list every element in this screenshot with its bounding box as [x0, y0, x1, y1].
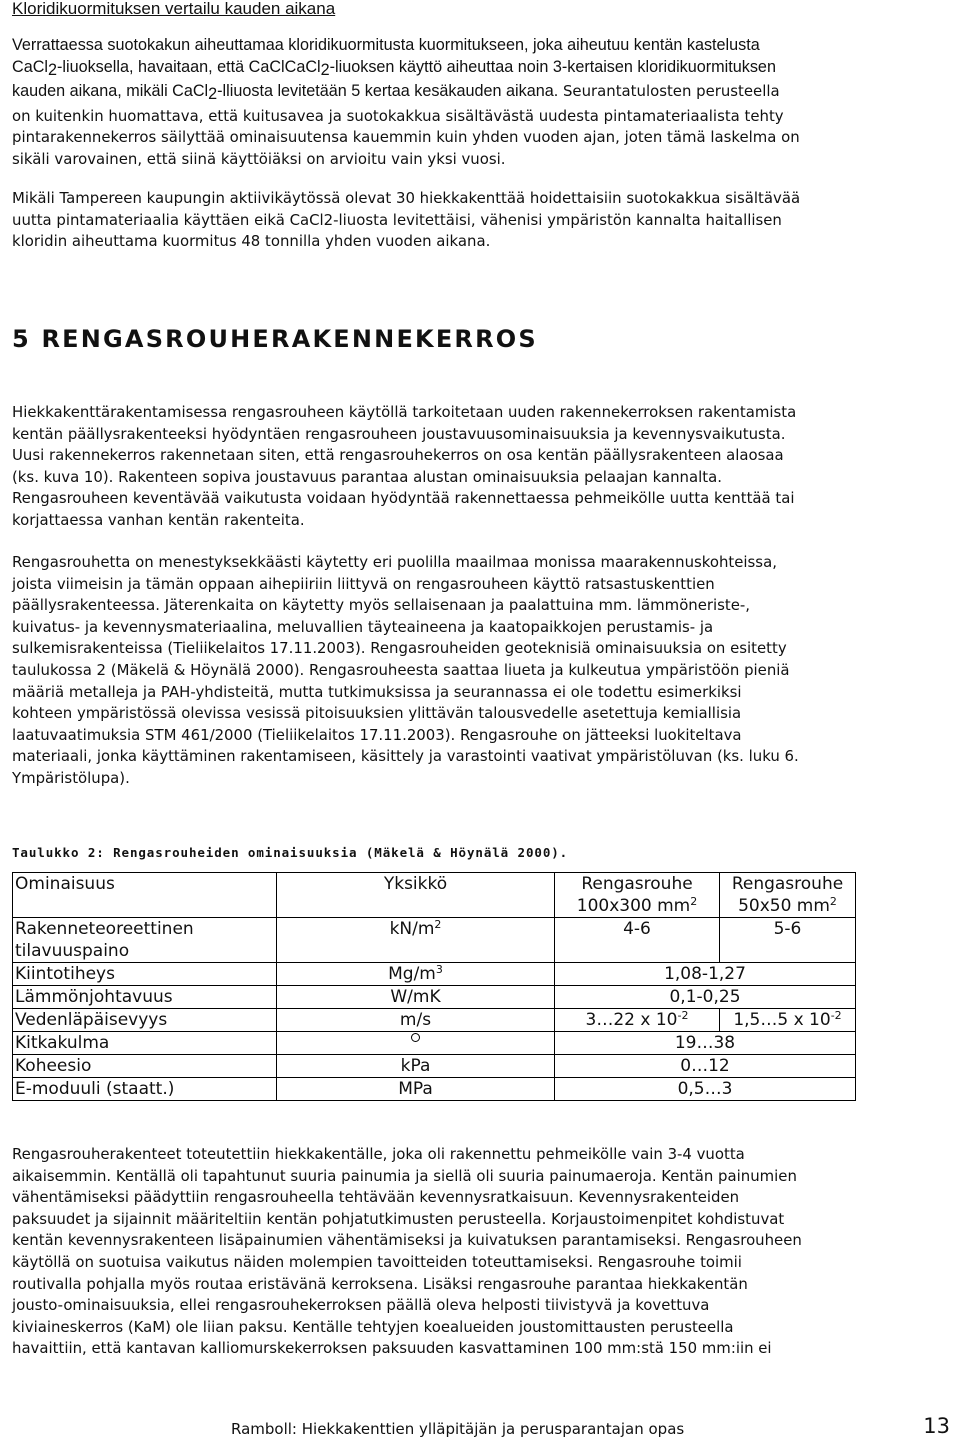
text-line: aikaisemmin. Kentällä oli tapahtunut suuria painumia ja siellä oli suuria painumaeroja. Kentän painumien [12, 1166, 797, 1185]
properties-table [12, 872, 856, 1101]
table-cell: MPa [277, 1078, 555, 1101]
page-footer [12, 1414, 954, 1444]
text-line: kohteen ympäristössä olevissa vesissä pitoisuuksien ylittävän talousvedelle asetettuja kemiallisia [12, 704, 742, 723]
table-row [13, 1032, 856, 1055]
text-line: päällysrakenteessa. Jäterenkaita on käytetty myös sellaisenaan ja paalattuina mm. lämmöneriste-, [12, 596, 751, 615]
text-line: Rengasrouhetta on menestyksekkäästi käytetty eri puolilla maailmaa monissa maarakennuskohteissa, [12, 553, 777, 571]
table-cell: Rakenneteoreettinen tilavuuspaino [13, 918, 277, 963]
text-line: CaCl2-liuoksella, havaitaan, että CaClCaCl2-liuoksen käyttö aiheuttaa noin 3-kertaisen kloridikuormituksen [12, 57, 776, 79]
text-line: havaittiin, että kantavan kalliomurskekerroksen paksuuden kasvattaminen 100 mm:stä 150 mm:iin ei [12, 1339, 772, 1358]
section-paragraph-1 [12, 402, 954, 532]
table-caption: Taulukko 2: Rengasrouheiden ominaisuuksia (Mäkelä & Höynälä 2000). [12, 845, 569, 860]
text-line: Hiekkakenttärakentamisessa rengasrouheen käytöllä tarkoitetaan uuden rakennekerroksen rakentamista [12, 403, 797, 421]
footer-text: Ramboll: Hiekkakenttien ylläpitäjän ja perusparantajan opas [231, 1420, 685, 1438]
table-row [13, 918, 856, 963]
text-line: määriä metalleja ja PAH-yhdisteitä, mutta tutkimuksissa ja seurannassa ei ole todettu esimerkiksi [12, 682, 742, 701]
text-line: käytöllä on suotuisa vaikutus näiden molempien tavoitteiden toteuttamiseksi. Rengasrouhe toimii [12, 1252, 742, 1271]
table-cell: 0…12 [555, 1055, 856, 1078]
text-line: materiaali, jonka käyttäminen rakentamiseen, käsittely ja varastointi vaativat ympäristöluvan (ks. luku 6. [12, 747, 799, 766]
text-line: vähentämiseksi päädyttiin rengasrouheella tehtävään kevennysratkaisuun. Kevennysrakenteiden [12, 1188, 740, 1207]
text-line: jousto-ominaisuuksia, ellei rengasrouhekerroksen päällä oleva helposti tiivistyvä ja kovettuva [12, 1296, 710, 1315]
text-line: sikäli varovainen, että siinä käyttöiäksi on arvioitu vain yksi vuosi. [12, 149, 506, 168]
subsection-heading: Kloridikuormituksen vertailu kauden aikana [12, 0, 336, 18]
table-cell: Kiintotiheys [13, 963, 277, 986]
page-number: 13 [923, 1414, 950, 1438]
section-paragraph-2 [12, 552, 954, 790]
table-header-row [13, 873, 856, 918]
table-cell: 19…38 [555, 1032, 856, 1055]
table-cell [277, 1032, 555, 1055]
closing-paragraph [12, 1144, 954, 1360]
text-line: kauden aikana, mikäli CaCl2-lliuosta levitetään 5 kertaa kesäkauden aikana. Seurantatulosten perusteella [12, 82, 780, 104]
table-cell: W/mK [277, 986, 555, 1009]
table-cell: m/s [277, 1009, 555, 1032]
table-header-cell: Ominaisuus [13, 873, 277, 918]
table-cell: 4-6 [555, 918, 720, 963]
table-cell: Lämmönjohtavuus [13, 986, 277, 1009]
text-line: kentän päällysrakenteeksi hyödyntäen rengasrouheen joustavuusominaisuuksia ja kevennysvaikutusta. [12, 424, 786, 443]
table-cell: E-moduuli (staatt.) [13, 1078, 277, 1101]
degree-icon [411, 1033, 420, 1042]
text-line: kloridin aiheuttama kuormitus 48 tonnilla yhden vuoden aikana. [12, 232, 491, 251]
section-title: 5 RENGASROUHERAKENNEKERROS [12, 325, 538, 353]
table-cell: 3…22 x $10^{-2}$ [555, 1009, 720, 1032]
text-line: on kuitenkin huomattava, että kuitusavea ja suotokakkua sisältävästä uudesta pintamateriaalista tehty [12, 106, 784, 125]
text-line: routivalla pohjalla myös routaa eristävänä kerroksena. Lisäksi rengasrouhe parantaa hiekkakentän [12, 1274, 748, 1293]
table-cell: Kitkakulma [13, 1032, 277, 1055]
table-row [13, 986, 856, 1009]
text-line: joista viimeisin ja tämän oppaan aihepiiriin liittyvä on rengasrouheen käyttö ratsastuskenttien [12, 574, 715, 593]
table-cell: $kN/m^2$ [277, 918, 555, 963]
text-line: Rengasrouheen keventävää vaikutusta voidaan hyödyntää rakennettaessa pehmeikölle uutta kenttää tai [12, 489, 795, 508]
text-line: laatuvaatimuksia STM 461/2000 (Tieliikelaitos 17.11.2003). Rengasrouhe on jätteeksi luokiteltava [12, 725, 742, 744]
table-cell: Vedenläpäisevyys [13, 1009, 277, 1032]
text-line: Ympäristölupa). [12, 768, 130, 787]
table-cell: Koheesio [13, 1055, 277, 1078]
text-line: Rengasrouherakenteet toteutettiin hiekkakentälle, joka oli rakennettu pehmeikölle vain 3-4 vuotta [12, 1145, 745, 1163]
text-line: kuivatus- ja kevennysmateriaalina, meluvallien täyteaineena ja kaatopaikkojen perustamis- ja [12, 617, 714, 636]
text-line: Mikäli Tampereen kaupungin aktiivikäytössä olevat 30 hiekkakenttää hoidettaisiin suotokakkua sisältävää [12, 189, 801, 207]
intro-paragraph-2 [12, 188, 954, 253]
text-line: sulkemisrakenteissa (Tieliikelaitos 17.11.2003). Rengasrouheiden geoteknisiä ominaisuuksia on esitetty [12, 639, 787, 658]
table-cell: kPa [277, 1055, 555, 1078]
text-line: Uusi rakennekerros rakennetaan siten, että rengasrouhekerros on osa kentän päällysrakenteen alaosaa [12, 446, 784, 465]
text-line: taulukossa 2 (Mäkelä & Höynälä 2000). Rengasrouheesta saattaa liueta ja kulkeutua ympäristöön pieniä [12, 660, 790, 679]
table-header-cell: Yksikkö [277, 873, 555, 918]
table-cell: 5-6 [720, 918, 856, 963]
table-cell: 0,5…3 [555, 1078, 856, 1101]
text-line: kentän kevennysrakenteen lisäpainumien vähentämiseksi ja kuivatuksen parantamiseksi. Rengasrouheen [12, 1231, 802, 1250]
text-line: korjattaessa vanhan kentän rakenteita. [12, 510, 305, 529]
text-line: uutta pintamateriaalia käyttäen eikä CaCl2-liuosta levitettäisi, vähenisi ympäristön kannalta haitallisen [12, 210, 782, 229]
text-line: pintarakennekerros säilyttää ominaisuutensa kauemmin kuin yhden vuoden ajan, joten tämä laskelma on [12, 128, 800, 147]
text-line: kiviaineskerros (KaM) ole liian paksu. Kentälle tehtyjen koealueiden joustomittausten perusteella [12, 1317, 734, 1336]
table-row [13, 1078, 856, 1101]
table-header-cell: Rengasrouhe 50x50 $mm^2$ [720, 873, 856, 918]
table-cell: 0,1-0,25 [555, 986, 856, 1009]
table-header-cell: Rengasrouhe 100x300 $mm^2$ [555, 873, 720, 918]
intro-paragraph-1 [12, 35, 954, 171]
text-line: paksuudet ja sijainnit määriteltiin kentän pohjatutkimusten perusteella. Korjaustoimenpitet kohdistuvat [12, 1209, 785, 1228]
table-cell: 1,5…5 x $10^{-2}$ [720, 1009, 856, 1032]
table-row [13, 1055, 856, 1078]
table-row [13, 1009, 856, 1032]
table-cell: 1,08-1,27 [555, 963, 856, 986]
text-line: (ks. kuva 10). Rakenteen sopiva joustavuus parantaa alustan ominaisuuksia pelaajan kannalta. [12, 467, 722, 486]
text-line: Verrattaessa suotokakun aiheuttamaa kloridikuormitusta kuormitukseen, joka aiheutuu kentän kastelusta [12, 36, 760, 54]
table-row [13, 963, 856, 986]
table-cell: $Mg/m^3$ [277, 963, 555, 986]
